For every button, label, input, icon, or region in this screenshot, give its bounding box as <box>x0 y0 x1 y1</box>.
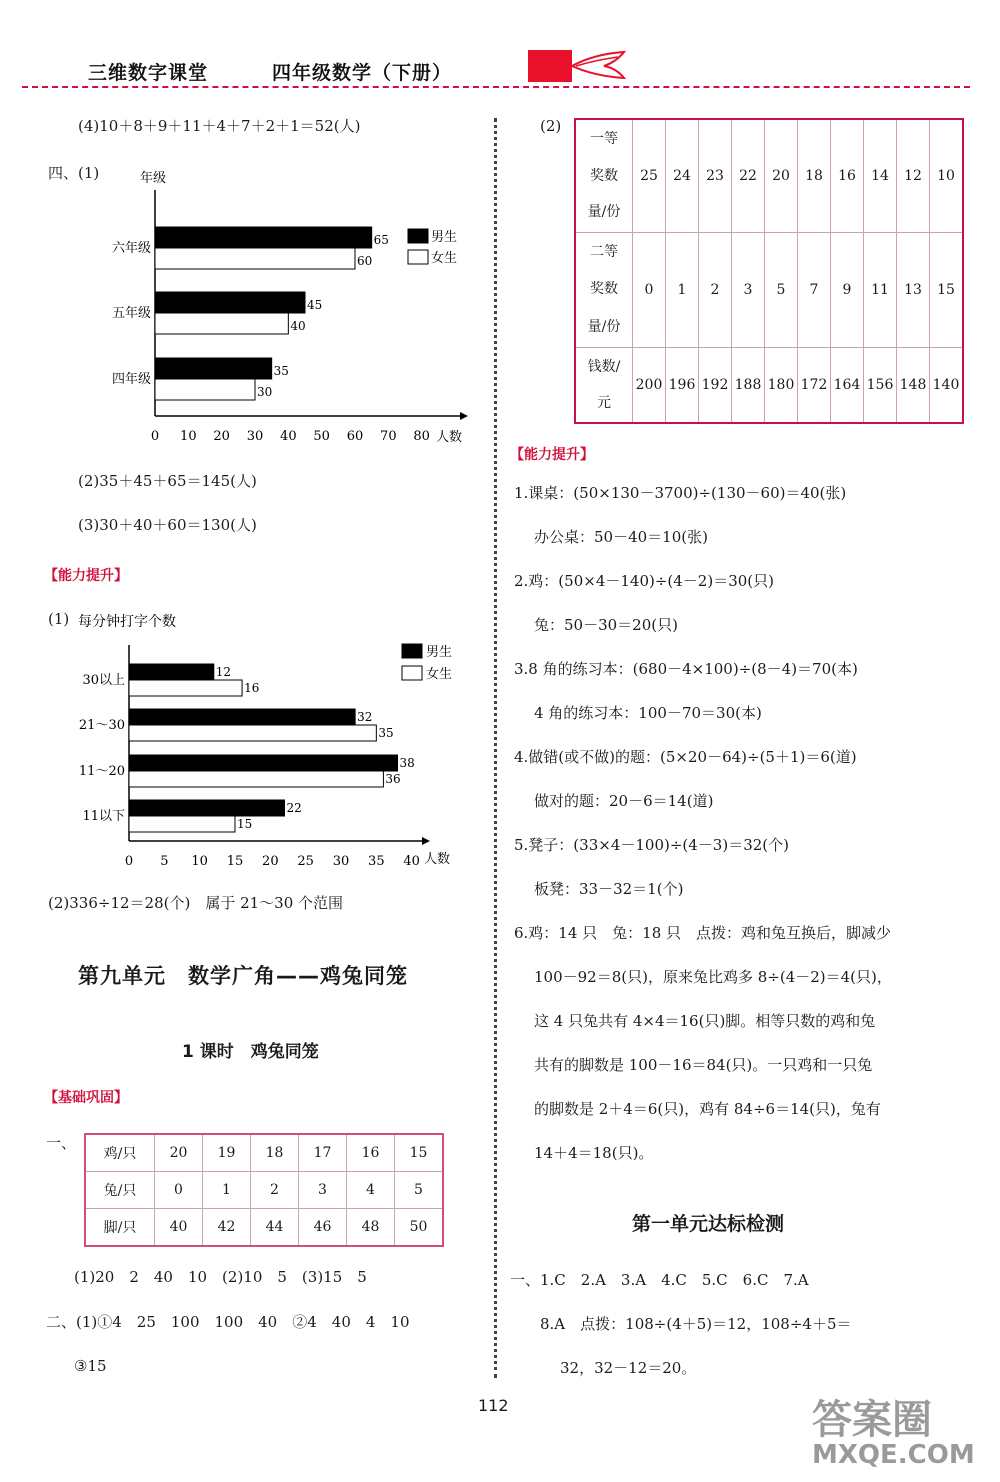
table-cell: 180 <box>765 348 798 424</box>
chart2-answer-2: (2)336÷12＝28(个) 属于 21～30 个范围 <box>48 894 344 912</box>
table-cell: 0 <box>155 1172 203 1209</box>
row-label: 脚/只 <box>85 1209 155 1247</box>
table-cell: 15 <box>930 233 964 348</box>
table-row <box>575 119 963 233</box>
legend-male-swatch <box>408 229 428 243</box>
row-label <box>575 233 633 348</box>
male-bar <box>129 800 284 816</box>
bar-value-label: 22 <box>286 801 302 815</box>
answer-line: 板凳：33－32＝1(个) <box>534 880 684 898</box>
table-cell: 48 <box>347 1209 395 1247</box>
header-left: 三维数字课堂 <box>88 62 209 84</box>
column-divider <box>494 118 497 1378</box>
female-bar <box>129 725 376 741</box>
x-tick-label: 20 <box>213 429 230 444</box>
row-label-line: 奖数 <box>590 167 618 184</box>
basic-tag: 【基础巩固】 <box>44 1090 128 1106</box>
x-tick-label: 50 <box>313 429 330 444</box>
x-tick-label: 40 <box>403 854 420 869</box>
table-cell: 15 <box>395 1134 444 1172</box>
mc-answer-8-cont: 32，32－12＝20。 <box>560 1359 697 1377</box>
row-label-line: 二等 <box>590 244 618 261</box>
chicken-rabbit-table <box>84 1133 444 1247</box>
answer-line: 6.鸡：14 只 兔：18 只 点拨：鸡和兔互换后，脚减少 <box>514 924 892 942</box>
bar-value-label: 16 <box>244 681 260 695</box>
table-cell: 19 <box>203 1134 251 1172</box>
male-bar <box>129 664 214 680</box>
bar-value-label: 35 <box>273 364 289 378</box>
legend2-male-swatch <box>402 644 422 658</box>
category-label: 五年级 <box>111 306 151 321</box>
table-cell: 50 <box>395 1209 444 1247</box>
table-cell: 16 <box>831 119 864 233</box>
bar-value-label: 30 <box>257 385 273 399</box>
category-label: 四年级 <box>111 372 151 387</box>
bar-value-label: 15 <box>237 817 253 831</box>
answer-line: 兔：50－30＝20(只) <box>534 616 678 634</box>
table-cell: 5 <box>765 233 798 348</box>
legend-male-label: 男生 <box>431 230 458 245</box>
table-cell: 11 <box>864 233 897 348</box>
x-tick-label: 25 <box>297 854 314 869</box>
table-cell: 4 <box>347 1172 395 1209</box>
bar-value-label: 40 <box>290 319 306 333</box>
ability-tag-right: 【能力提升】 <box>510 447 594 463</box>
question-4-label: 四、(1) <box>48 164 100 182</box>
table-cell: 24 <box>666 119 699 233</box>
row-label-line: 一等 <box>590 131 618 147</box>
bar-value-label: 36 <box>385 772 401 786</box>
table-cell: 148 <box>897 348 930 424</box>
row-label-line: 元 <box>597 395 611 412</box>
answer-line: 共有的脚数是 100－16＝84(只)。一只鸡和一只兔 <box>534 1056 873 1074</box>
female-bar <box>129 771 383 787</box>
category-label: 21～30 <box>78 718 125 733</box>
chart1-xlabel: 人数 <box>436 430 463 445</box>
table-cell: 192 <box>699 348 732 424</box>
x-tick-label: 20 <box>262 854 279 869</box>
x-tick-label: 40 <box>280 429 297 444</box>
answer-line: 5.凳子：(33×4－100)÷(4－3)＝32(个) <box>514 836 789 854</box>
typing-bar-chart <box>70 605 470 875</box>
unit-one-test-title: 第一单元达标检测 <box>632 1213 785 1235</box>
table-cell: 18 <box>798 119 831 233</box>
chart2-title: 每分钟打字个数 <box>78 614 176 630</box>
answer-line: 3.8 角的练习本：(680－4×100)÷(8－4)＝70(本) <box>514 660 858 678</box>
table-cell: 164 <box>831 348 864 424</box>
bar-value-label: 65 <box>373 233 389 247</box>
table-cell: 140 <box>930 348 964 424</box>
answer-line: 100－92＝8(只)，原来兔比鸡多 8÷(4－2)＝4(只)， <box>534 968 892 986</box>
table-cell: 0 <box>633 233 666 348</box>
answer-set-3: ③15 <box>74 1357 107 1375</box>
answer-line: 1.课桌：(50×130－3700)÷(130－60)＝40(张) <box>514 484 847 502</box>
female-bar <box>129 816 235 832</box>
male-bar <box>155 358 272 379</box>
chart1-x-arrow <box>460 412 468 420</box>
prize-table-label: (2) <box>540 117 562 135</box>
table-cell: 10 <box>930 119 964 233</box>
bar-value-label: 38 <box>399 756 415 770</box>
table-cell: 7 <box>798 233 831 348</box>
answer-line: 2.鸡：(50×4－140)÷(4－2)＝30(只) <box>514 572 774 590</box>
table-cell: 25 <box>633 119 666 233</box>
answer-line: 这 4 只兔共有 4×4＝16(只)脚。相等只数的鸡和兔 <box>534 1012 876 1030</box>
x-tick-label: 0 <box>124 854 134 869</box>
row-label-line: 奖数 <box>590 281 618 298</box>
answer-set-2: 二、(1)①4 25 100 100 40 ②4 40 4 10 <box>46 1313 410 1331</box>
table-cell: 2 <box>251 1172 299 1209</box>
row-label: 鸡/只 <box>85 1134 155 1172</box>
x-tick-label: 15 <box>226 854 244 869</box>
answer-line: 做对的题：20－6＝14(道) <box>534 792 714 810</box>
answer-line: 办公桌：50－40＝10(张) <box>534 528 708 546</box>
table-cell: 3 <box>299 1172 347 1209</box>
category-label: 30以上 <box>82 673 125 688</box>
male-bar <box>155 292 305 313</box>
mc-answer-8: 8.A 点拨：108÷(4＋5)＝12，108÷4＋5＝ <box>540 1315 852 1333</box>
table-cell: 46 <box>299 1209 347 1247</box>
watermark-logo: 答案圈 <box>812 1397 932 1443</box>
watermark-url: MXQE.COM <box>812 1440 975 1470</box>
table-cell: 188 <box>732 348 765 424</box>
table-cell: 23 <box>699 119 732 233</box>
multiple-choice-answers: 一、1.C 2.A 3.A 4.C 5.C 6.C 7.A <box>510 1271 809 1289</box>
x-tick-label: 60 <box>346 429 364 444</box>
row-label: 兔/只 <box>85 1172 155 1209</box>
legend2-female-swatch <box>402 666 422 680</box>
row-label-line: 钱数/ <box>587 359 621 376</box>
legend2-male-label: 男生 <box>426 645 453 660</box>
x-tick-label: 10 <box>180 429 197 444</box>
bar-value-label: 45 <box>307 298 323 312</box>
answer-line: 的脚数是 2＋4＝6(只)，鸡有 84÷6＝14(只)，兔有 <box>534 1100 881 1118</box>
legend-female-swatch <box>408 250 428 264</box>
male-bar <box>129 755 398 771</box>
female-bar <box>155 313 288 334</box>
bar-value-label: 32 <box>357 710 373 724</box>
table-cell: 17 <box>299 1134 347 1172</box>
table-row <box>85 1134 443 1172</box>
table-row <box>575 233 963 348</box>
table-cell: 22 <box>732 119 765 233</box>
page-number: 112 <box>478 1396 509 1415</box>
x-tick-label: 0 <box>150 429 160 444</box>
bar-value-label: 12 <box>215 665 232 679</box>
female-bar <box>129 680 242 696</box>
answer-line: 4.做错(或不做)的题：(5×20－64)÷(5＋1)＝6(道) <box>514 748 857 766</box>
x-tick-label: 80 <box>413 429 430 444</box>
category-label: 11以下 <box>82 809 125 824</box>
table-cell: 44 <box>251 1209 299 1247</box>
female-bar <box>155 379 255 400</box>
table-cell: 1 <box>203 1172 251 1209</box>
table-cell: 14 <box>864 119 897 233</box>
answer-line: 4 角的练习本：100－70＝30(本) <box>534 704 762 722</box>
header-divider <box>22 86 970 88</box>
row-label <box>575 119 633 233</box>
table-cell: 42 <box>203 1209 251 1247</box>
table-cell: 20 <box>155 1134 203 1172</box>
male-bar <box>129 709 355 725</box>
table-cell: 172 <box>798 348 831 424</box>
table-cell: 18 <box>251 1134 299 1172</box>
x-tick-label: 10 <box>191 854 208 869</box>
row-label <box>575 348 633 424</box>
table-cell: 196 <box>666 348 699 424</box>
legend2-female-label: 女生 <box>426 667 453 682</box>
chart2-xlabel: 人数 <box>424 852 451 867</box>
prize-table <box>574 118 964 424</box>
typing-question-label: (1) <box>48 610 70 628</box>
bar-value-label: 60 <box>357 254 373 268</box>
rocket-logo-icon <box>524 48 634 86</box>
table-cell: 1 <box>666 233 699 348</box>
row-label-line: 量/份 <box>587 204 621 221</box>
grade-bar-chart <box>96 160 486 455</box>
answer-line-4: (4)10＋8＋9＋11＋4＋7＋2＋1＝52(人) <box>78 117 361 135</box>
table-cell: 156 <box>864 348 897 424</box>
table-cell: 12 <box>897 119 930 233</box>
chart1-ylabel: 年级 <box>140 171 167 186</box>
answer-line: 14＋4＝18(只)。 <box>534 1144 654 1162</box>
row-label-line: 量/份 <box>587 318 621 335</box>
x-tick-label: 30 <box>332 854 350 869</box>
section-one-label: 一、 <box>46 1134 77 1152</box>
male-bar <box>155 227 372 248</box>
legend-female-label: 女生 <box>431 251 458 266</box>
table-cell: 5 <box>395 1172 444 1209</box>
bar-value-label: 35 <box>378 726 394 740</box>
category-label: 六年级 <box>111 241 151 256</box>
table-cell: 3 <box>732 233 765 348</box>
table-cell: 20 <box>765 119 798 233</box>
lesson-title: 1 课时 鸡兔同笼 <box>182 1042 319 1062</box>
x-tick-label: 35 <box>368 854 385 869</box>
x-tick-label: 70 <box>380 429 397 444</box>
table-cell: 13 <box>897 233 930 348</box>
table-cell: 16 <box>347 1134 395 1172</box>
table-row <box>85 1209 443 1247</box>
header-center: 四年级数学（下册） <box>272 62 453 84</box>
category-label: 11～20 <box>78 764 125 779</box>
x-tick-label: 5 <box>160 854 169 869</box>
chart1-answer-3: (3)30＋40＋60＝130(人) <box>78 516 257 534</box>
chart1-answer-2: (2)35＋45＋65＝145(人) <box>78 472 257 490</box>
answer-set-1: (1)20 2 40 10 (2)10 5 (3)15 5 <box>74 1268 367 1286</box>
table-row <box>85 1172 443 1209</box>
table-cell: 40 <box>155 1209 203 1247</box>
table-cell: 9 <box>831 233 864 348</box>
table-cell: 2 <box>699 233 732 348</box>
table-row <box>575 348 963 424</box>
chart2-x-arrow <box>422 837 430 845</box>
table-cell: 200 <box>633 348 666 424</box>
unit-title: 第九单元 数学广角——鸡兔同笼 <box>78 964 408 988</box>
female-bar <box>155 248 355 269</box>
ability-tag-left: 【能力提升】 <box>44 568 128 584</box>
x-tick-label: 30 <box>246 429 264 444</box>
